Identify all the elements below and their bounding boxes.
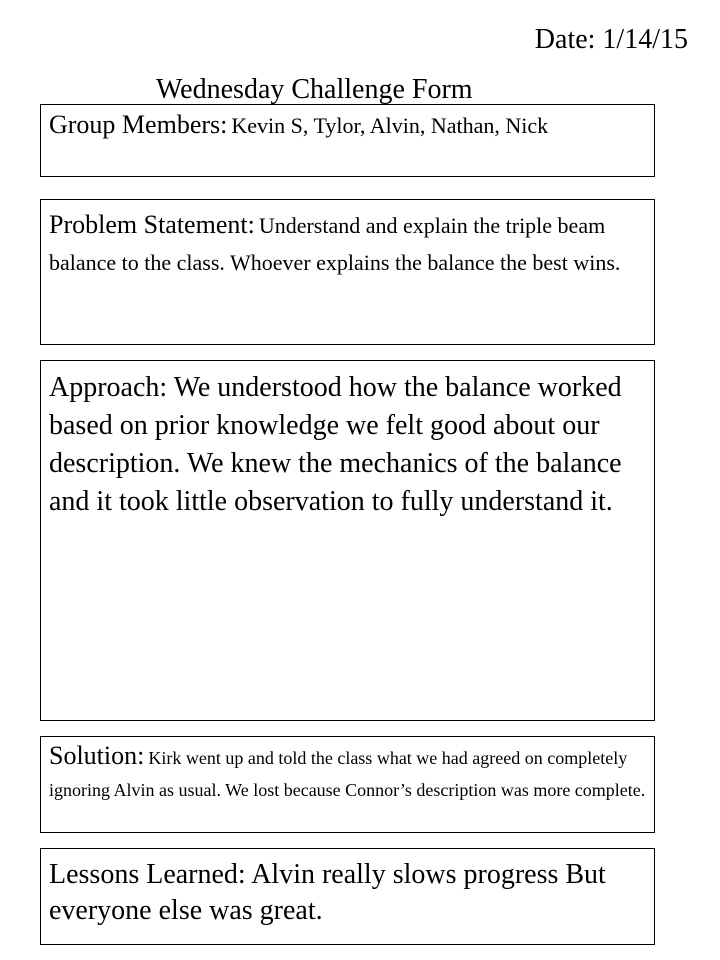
lessons-learned-value: Alvin really slows progress But everyone else was great. bbox=[49, 859, 606, 926]
solution-paragraph bbox=[49, 741, 646, 807]
problem-statement-value: Understand and explain the triple beam balance to the class. Whoever explains the balance the best wins. bbox=[49, 213, 621, 275]
group-members-box bbox=[40, 104, 655, 177]
approach-box bbox=[40, 360, 655, 721]
problem-statement-box bbox=[40, 199, 655, 345]
solution-box bbox=[40, 736, 655, 833]
approach-paragraph bbox=[49, 369, 646, 521]
approach-value: We understood how the balance worked based on prior knowledge we felt good about our description. We knew the mechanics of the balance and it took little observation to fully understand it. bbox=[49, 372, 622, 517]
form-date: Date: 1/14/15 bbox=[534, 24, 688, 55]
group-members-paragraph bbox=[49, 109, 646, 145]
problem-statement-paragraph bbox=[49, 208, 646, 283]
approach-label: Approach: bbox=[49, 372, 168, 403]
group-members-value: Kevin S, Tylor, Alvin, Nathan, Nick bbox=[231, 113, 549, 138]
solution-value: Kirk went up and told the class what we had agreed on completely ignoring Alvin as usual. We lost because Connor’s description was more complete. bbox=[49, 748, 646, 800]
lessons-learned-label: Lessons Learned: bbox=[49, 859, 246, 890]
lessons-learned-paragraph bbox=[49, 857, 646, 929]
form-title: Wednesday Challenge Form bbox=[156, 74, 473, 105]
problem-statement-label: Problem Statement: bbox=[49, 210, 255, 239]
group-members-label: Group Members: bbox=[49, 110, 228, 139]
solution-label: Solution: bbox=[49, 741, 145, 770]
lessons-learned-box bbox=[40, 848, 655, 945]
